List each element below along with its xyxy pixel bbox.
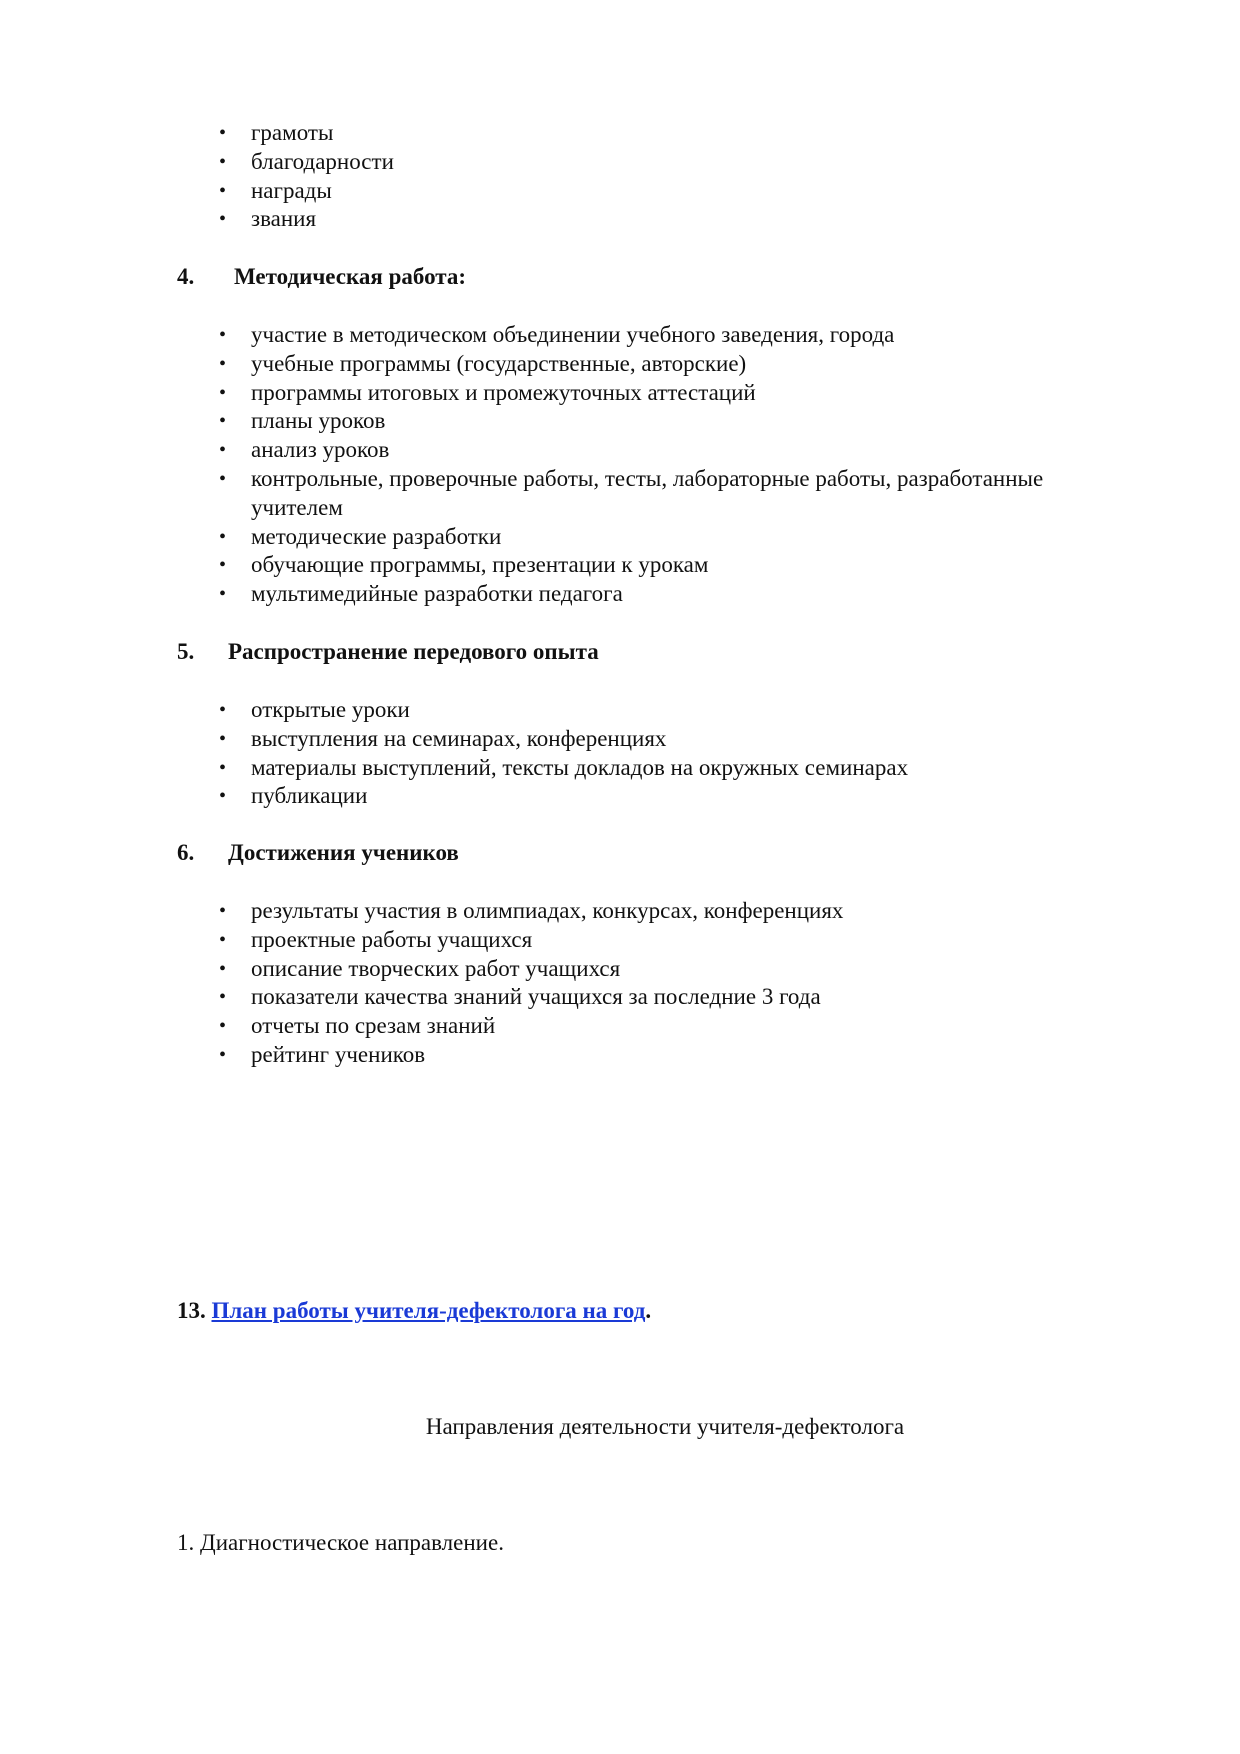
bullet-icon: • (219, 785, 227, 808)
heading-period: . (645, 1298, 652, 1323)
list-item (0, 696, 1131, 725)
list-item-text: публикации (251, 783, 368, 809)
bullet-icon: • (219, 439, 227, 462)
list-item (0, 436, 1131, 465)
list-item (0, 148, 1131, 177)
list-item-text: планы уроков (251, 408, 386, 434)
list-item-text: обучающие программы, презентации к урокам (251, 552, 709, 578)
diagnostic-direction-heading: 1. Диагностическое направление. (177, 1530, 504, 1555)
list-item-text: выступления на семинарах, конференциях (251, 725, 667, 751)
list-item (0, 983, 1131, 1012)
bullet-icon: • (219, 727, 227, 750)
plan-link[interactable]: План работы учителя-дефектолога на год (211, 1298, 646, 1323)
bullet-icon: • (219, 900, 227, 922)
list-item (0, 523, 1131, 552)
bullet-icon: • (219, 122, 227, 144)
list-item (0, 1012, 1131, 1041)
list-item-text: учебные программы (государственные, авторские) (251, 350, 747, 376)
section-heading-achievements (177, 839, 459, 867)
list-item (0, 379, 1131, 408)
list-item (0, 1041, 1131, 1070)
list-item-text: рейтинг учеников (251, 1041, 426, 1067)
bullet-icon: • (219, 554, 227, 577)
section-heading-methodical (177, 263, 466, 291)
list-item-text: методические разработки (251, 523, 502, 549)
list-item (0, 897, 1131, 926)
list-item (0, 205, 1131, 234)
list-item-text: описание творческих работ учащихся (251, 955, 621, 981)
list-item (0, 551, 1131, 580)
bullet-icon: • (219, 150, 227, 173)
bullet-icon: • (219, 410, 227, 433)
list-item-text: анализ уроков (251, 437, 390, 463)
list-item (0, 926, 1131, 955)
list-item-text: программы итоговых и промежуточных аттестаций (251, 379, 756, 405)
list-item (0, 955, 1131, 984)
experience-list (0, 696, 1131, 811)
bullet-icon: • (219, 928, 227, 951)
list-item (0, 580, 1131, 609)
bullet-icon: • (219, 699, 227, 721)
section-number: 4. (177, 264, 195, 289)
list-item-text: грамоты (251, 120, 334, 145)
list-item (0, 177, 1131, 206)
list-item-text: контрольные, проверочные работы, тесты, лабораторные работы, разработанные учителем (251, 465, 1044, 520)
methodical-list (0, 321, 1131, 609)
bullet-icon: • (219, 986, 227, 1009)
section-number: 6. (177, 840, 195, 865)
bullet-icon: • (219, 352, 227, 375)
list-item (0, 407, 1131, 436)
list-item-text: звания (251, 206, 317, 232)
list-item (0, 350, 1131, 379)
section-heading-experience (177, 638, 599, 666)
list-item-text: открытые уроки (251, 697, 410, 722)
bullet-icon: • (219, 208, 227, 231)
section-title: Достижения учеников (228, 840, 459, 865)
bullet-icon: • (219, 179, 227, 202)
list-item (0, 725, 1131, 754)
list-item-text: материалы выступлений, тексты докладов на окружных семинарах (251, 754, 909, 780)
bullet-icon: • (219, 381, 227, 404)
bullet-icon: • (219, 467, 227, 490)
bullet-icon: • (219, 324, 227, 346)
directions-subtitle: Направления деятельности учителя-дефектолога (425, 1414, 905, 1439)
list-item (0, 782, 1131, 811)
bullet-icon: • (219, 756, 227, 779)
list-item (0, 465, 1131, 523)
bullet-icon: • (219, 1015, 227, 1038)
list-item-text: показатели качества знаний учащихся за последние 3 года (251, 984, 821, 1010)
list-item (0, 754, 1131, 783)
section-title: Распространение передового опыта (228, 639, 599, 664)
list-item-text: награды (251, 177, 332, 203)
bullet-icon: • (219, 583, 227, 606)
section-number: 13. (177, 1298, 206, 1323)
list-item-text: участие в методическом объединении учебного заведения, города (251, 322, 895, 347)
list-item-text: результаты участия в олимпиадах, конкурсах, конференциях (251, 898, 844, 923)
achievements-list (0, 897, 1131, 1070)
list-item-text: отчеты по срезам знаний (251, 1013, 496, 1039)
bullet-icon: • (219, 957, 227, 980)
awards-list (0, 119, 1131, 234)
bullet-icon: • (219, 1043, 227, 1066)
list-item (0, 119, 1131, 148)
list-item (0, 321, 1131, 350)
section-title: Методическая работа: (234, 264, 467, 289)
section-heading-plan (177, 1297, 651, 1325)
list-item-text: благодарности (251, 148, 394, 174)
bullet-icon: • (219, 525, 227, 548)
list-item-text: проектные работы учащихся (251, 926, 533, 952)
list-item-text: мультимедийные разработки педагога (251, 581, 623, 607)
section-number: 5. (177, 639, 195, 664)
